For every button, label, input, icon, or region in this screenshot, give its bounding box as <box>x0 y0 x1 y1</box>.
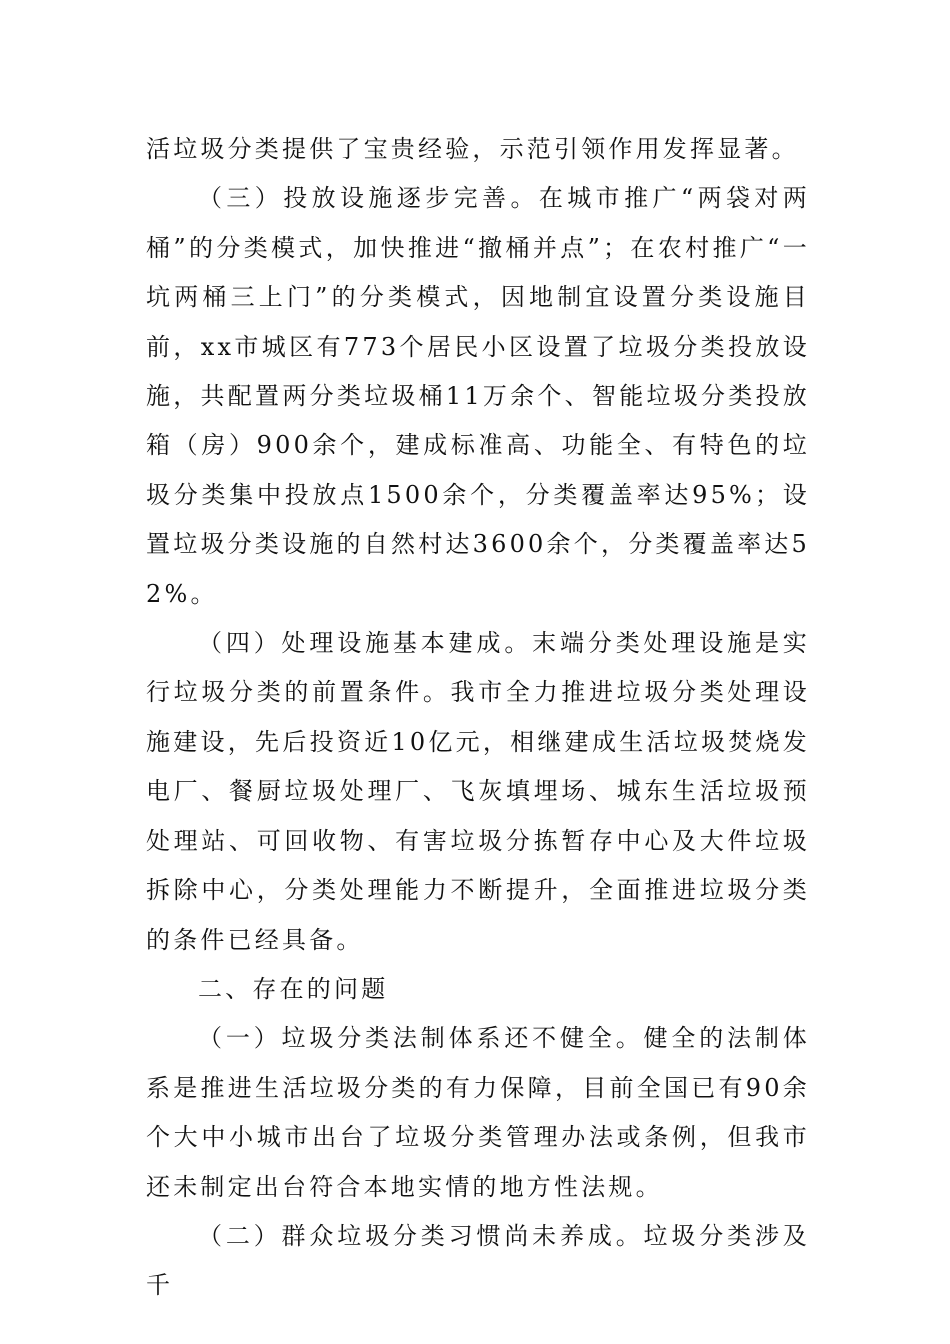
heading-problems: 二、存在的问题 <box>198 974 389 1003</box>
paragraph-problem-1: （一）垃圾分类法制体系还不健全。健全的法制体系是推进生活垃圾分类的有力保障，目前全国已有90余个大中小城市出台了垃圾分类管理办法或条例，但我市还未制定出台符合本地实情的地方性法规。 <box>146 1024 810 1201</box>
paragraph-section-3: （三）投放设施逐步完善。在城市推广“两袋对两桶”的分类模式，加快推进“撤桶并点”；在农村推广“一坑两桶三上门”的分类模式，因地制宜设置分类设施目前，xx市城区有773个居民小区设置了垃圾分类投放设施，共配置两分类垃圾桶11万余个、智能垃圾分类投放箱（房）900余个，建成标准高、功能全、有特色的垃圾分类集中投放点1500余个，分类覆盖率达95%；设置垃圾分类设施的自然村达3600余个，分类覆盖率达52%。 <box>146 184 810 608</box>
paragraph-problem-2: （二）群众垃圾分类习惯尚未养成。垃圾分类涉及千 <box>146 1221 810 1300</box>
document-body <box>146 125 810 1311</box>
paragraph-continuation: 活垃圾分类提供了宝贵经验，示范引领作用发挥显著。 <box>146 135 799 163</box>
paragraph-section-4: （四）处理设施基本建成。末端分类处理设施是实行垃圾分类的前置条件。我市全力推进垃圾分类处理设施建设，先后投资近10亿元，相继建成生活垃圾焚烧发电厂、餐厨垃圾处理厂、飞灰填埋场、城东生活垃圾预处理站、可回收物、有害垃圾分拣暂存中心及大件垃圾拆除中心，分类处理能力不断提升，全面推进垃圾分类的条件已经具备。 <box>146 629 810 954</box>
